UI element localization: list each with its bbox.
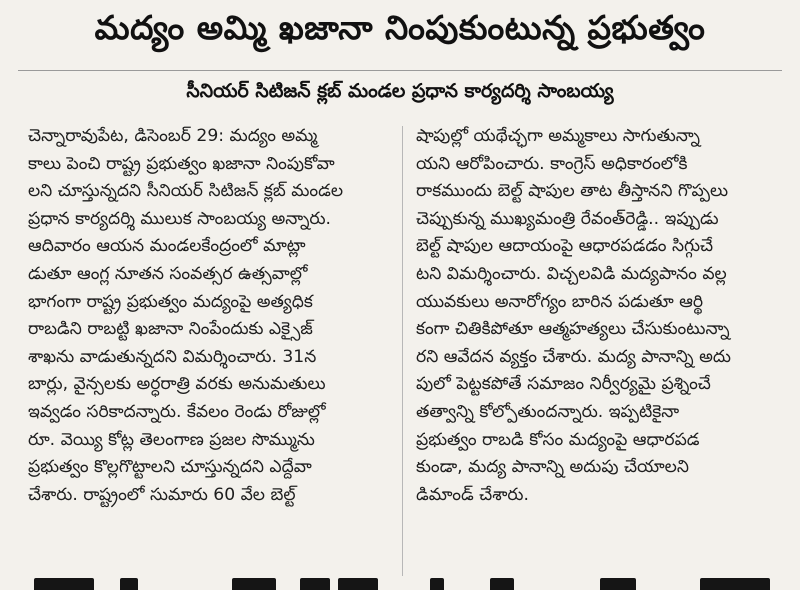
body-line: డిమాండ్ చేశారు. [416, 484, 529, 505]
body-line: రూ. వెయ్యి కోట్ల తెలంగాణ ప్రజల సొమ్మును [28, 429, 315, 450]
cropped-next-headline [0, 578, 800, 590]
body-line: రాబడిని రాబట్టి ఖజానా నింపేందుకు ఎక్సైజ్ [28, 319, 313, 340]
body-line: లని చూస్తున్నదని సీనియర్ సిటిజన్ క్లబ్ మండల [28, 181, 344, 202]
body-line: పులో పెట్టకపోతే సమాజం నిర్వీర్యమై ప్రశ్నించే [416, 374, 711, 395]
body-line: కాలు పెంచి రాష్ట్ర ప్రభుత్వం ఖజానా నింపుకోవా [28, 153, 335, 174]
body-line: బార్లు, వైన్సలకు అర్ధరాత్రి వరకు అనుమతులు [28, 374, 326, 395]
body-line: ఆదివారం ఆయన మండలకేంద్రంలో మాట్లా [28, 236, 306, 257]
body-line: భాగంగా రాష్ట్ర ప్రభుత్వం మద్యంపై అత్యధిక [28, 291, 313, 312]
body-line: యువకులు అనారోగ్యం బారిన పడుతూ ఆర్థి [416, 291, 704, 312]
body-line: శాఖను వాడుతున్నదని విమర్శించారు. 31న [28, 346, 317, 367]
body-line: కంగా చితికిపోతూ ఆత్మహత్యలు చేసుకుంటున్నా [416, 319, 730, 340]
body-line: ప్రభుత్వం రాబడి కోసం మద్యంపై ఆధారపడ [416, 429, 700, 450]
body-line: కుండా, మద్య పానాన్ని అదుపు చేయాలని [416, 457, 689, 478]
body-line: ప్రధాన కార్యదర్శి ములుక సాంబయ్య అన్నారు. [28, 208, 332, 229]
body-line: ప్రభుత్వం కొల్లగొట్టాలని చూస్తున్నదని ఎద్దేవా [28, 457, 312, 478]
body-line: షాపుల్లో యథేచ్ఛగా అమ్మకాలు సాగుతున్నా [416, 126, 700, 146]
body-line: ఇవ్వడం సరికాదన్నారు. కేవలం రెండు రోజుల్లో [28, 401, 326, 422]
headline: మద్యం అమ్మి ఖజానా నింపుకుంటున్న ప్రభుత్వం [94, 8, 706, 47]
body-line: చెన్నారావుపేట, డిసెంబర్ 29: మద్యం అమ్మ [28, 126, 318, 146]
body-line: రని ఆవేదన వ్యక్తం చేశారు. మద్య పానాన్ని అదు [416, 346, 731, 367]
left-column [28, 123, 390, 509]
body-line: డుతూ ఆంగ్ల నూతన సంవత్సర ఉత్సవాల్లో [28, 263, 308, 284]
body-line: రాకముందు బెల్ట్ షాపుల తాట తీస్తానని గొప్పలు [416, 181, 729, 202]
body-line: యని ఆరోపించారు. కాంగ్రెస్ అధికారంలోకి [416, 153, 688, 174]
column-divider [402, 126, 403, 576]
body-line: చెప్పుకున్న ముఖ్యమంత్రి రేవంత్‌రెడ్డి.. ఇప్పుడు [416, 208, 719, 229]
subheadline: సీనియర్ సిటిజన్ క్లబ్ మండల ప్రధాన కార్యదర్శి సాంబయ్య [186, 80, 614, 102]
body-line: టని విమర్శించారు. విచ్చలవిడి మద్యపానం వల్ల [416, 263, 727, 284]
body-line: చేశారు. రాష్ట్రంలో సుమారు 60 వేల బెల్ట్ [28, 484, 296, 505]
body-line: తత్వాన్ని కోల్పోతుందన్నారు. ఇప్పటికైనా [416, 401, 680, 422]
headline-rule [18, 70, 782, 71]
right-column [416, 123, 776, 509]
body-line: బెల్ట్ షాపుల ఆదాయంపై ఆధారపడడం సిగ్గుచే [416, 236, 714, 257]
